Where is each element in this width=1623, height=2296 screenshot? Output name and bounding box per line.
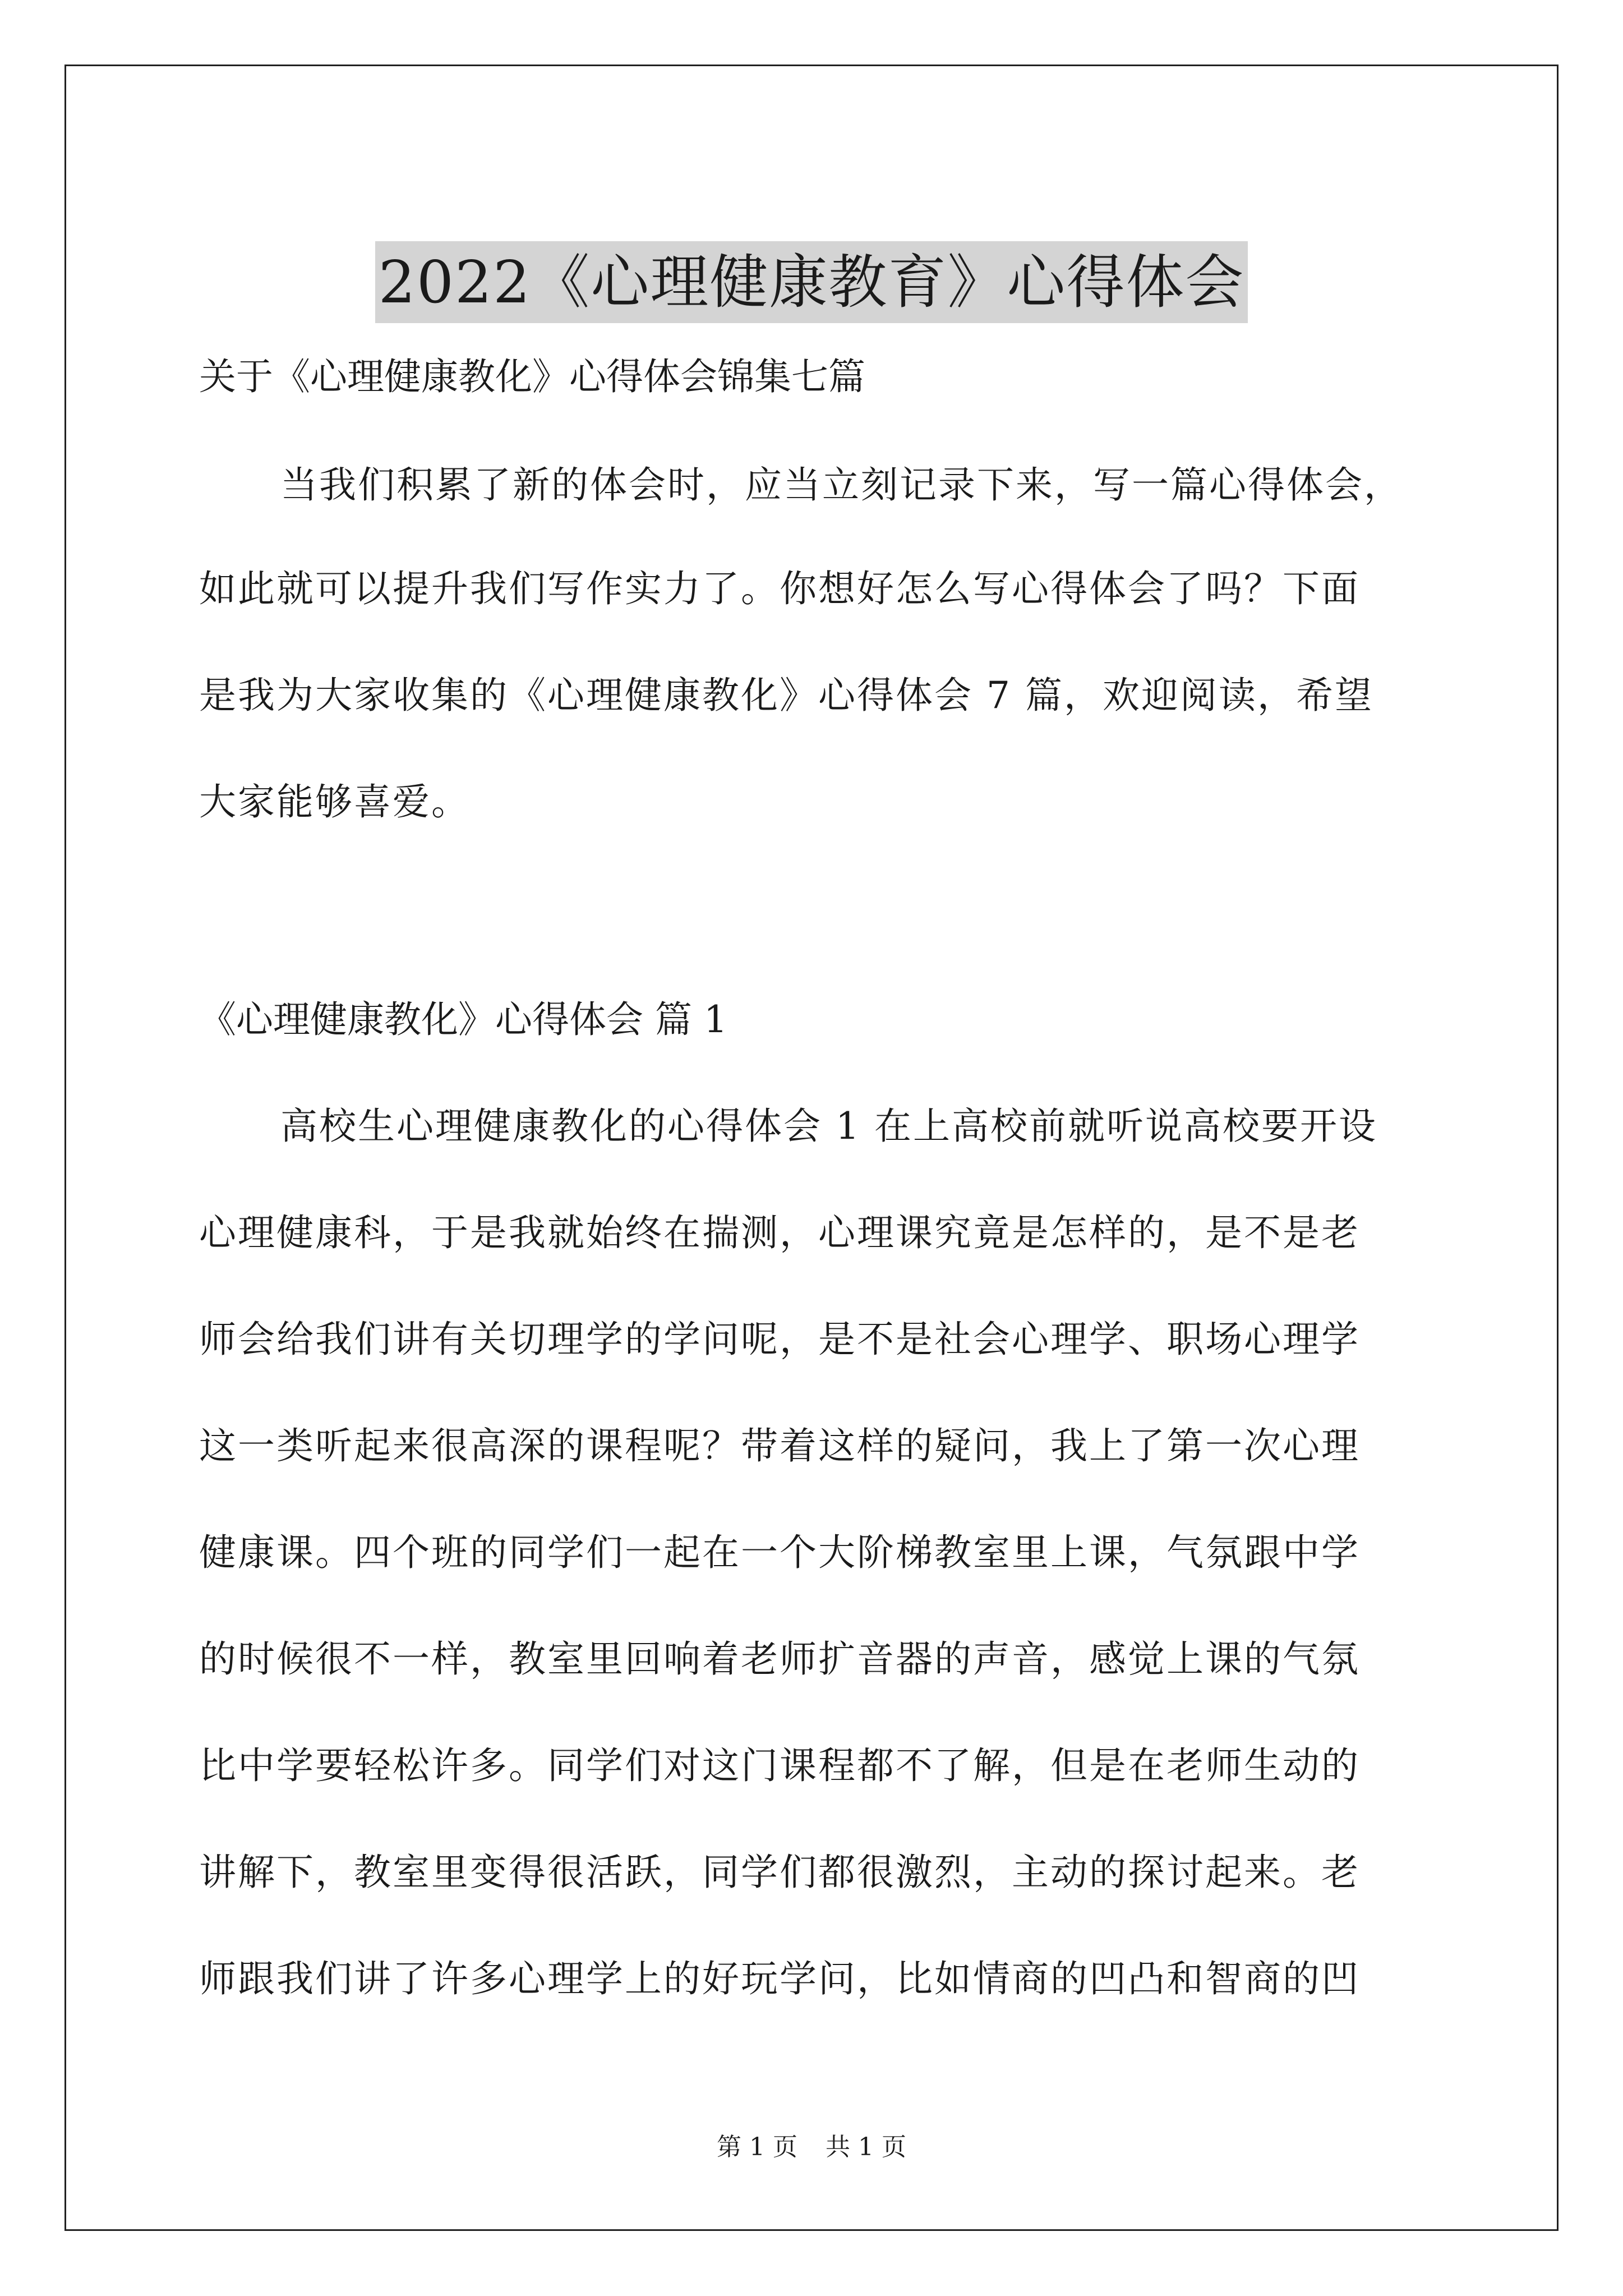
section-heading: 《心理健康教化》心得体会 篇 1 [199, 998, 727, 1041]
document-subtitle: 关于《心理健康教化》心得体会锦集七篇 [199, 355, 865, 398]
intro-line: 当我们积累了新的体会时，应当立刻记录下来，写一篇心得体会， [280, 463, 1403, 507]
body-line: 这一类听起来很高深的课程呢？带着这样的疑问，我上了第一次心理 [199, 1424, 1360, 1467]
document-title: 2022《心理健康教育》心得体会 [375, 241, 1248, 323]
page-number-current: 第 1 页 [717, 2133, 797, 2161]
intro-line: 大家能够喜爱。 [199, 780, 470, 823]
body-line: 高校生心理健康教化的心得体会 1 在上高校前就听说高校要开设 [280, 1105, 1377, 1148]
intro-line: 如此就可以提升我们写作实力了。你想好怎么写心得体会了吗？下面 [199, 567, 1360, 610]
body-line: 师跟我们讲了许多心理学上的好玩学问，比如情商的凹凸和智商的凹 [199, 1957, 1360, 2000]
body-line: 健康课。四个班的同学们一起在一个大阶梯教室里上课，气氛跟中学 [199, 1531, 1360, 1574]
body-line: 心理健康科，于是我就始终在揣测，心理课究竟是怎样的，是不是老 [199, 1211, 1360, 1254]
body-line: 比中学要轻松许多。同学们对这门课程都不了解，但是在老师生动的 [199, 1744, 1360, 1787]
title-container [0, 202, 1623, 362]
body-line: 师会给我们讲有关切理学的学问呢，是不是社会心理学、职场心理学 [199, 1318, 1360, 1361]
page-number-total: 共 1 页 [826, 2133, 906, 2161]
body-line: 的时候很不一样，教室里回响着老师扩音器的声音，感觉上课的气氛 [199, 1637, 1360, 1681]
body-line: 讲解下，教室里变得很活跃，同学们都很激烈，主动的探讨起来。老 [199, 1851, 1360, 1894]
intro-line: 是我为大家收集的《心理健康教化》心得体会 7 篇，欢迎阅读，希望 [199, 674, 1373, 717]
page-footer [0, 2132, 1623, 2163]
